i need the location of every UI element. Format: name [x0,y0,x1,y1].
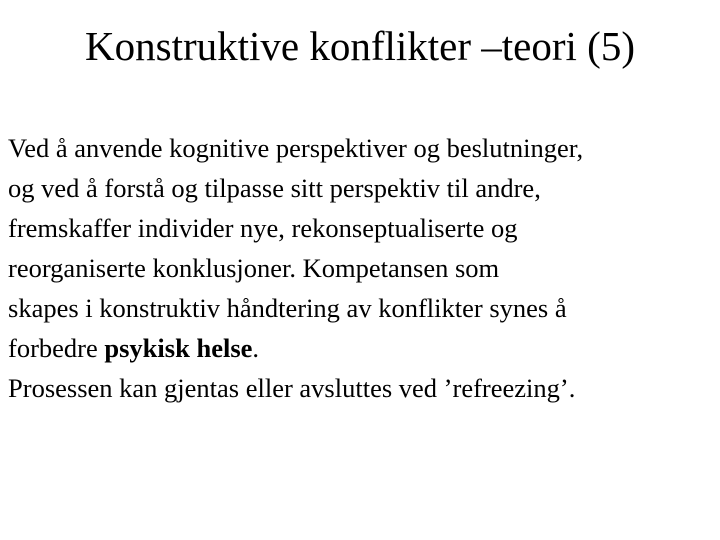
paragraph-1-line-6-end: . [252,333,260,363]
slide-body [8,128,720,408]
paragraph-1-line-3: fremskaffer individer nye, rekonseptualiserte og [8,213,518,243]
paragraph-2 [8,368,720,408]
paragraph-1-line-2: og ved å forstå og tilpasse sitt perspektiv til andre, [8,173,541,203]
paragraph-1-line-6 [8,328,720,368]
paragraph-1-line-6-start: forbedre [8,333,105,363]
paragraph-1-line-5: skapes i konstruktiv håndtering av konflikter synes å [8,293,567,323]
paragraph-1 [8,128,720,368]
paragraph-1-line-1: Ved å anvende kognitive perspektiver og beslutninger, [8,133,584,163]
paragraph-1-line-4: reorganiserte konklusjoner. Kompetansen som [8,253,500,283]
paragraph-2-line-1: Prosessen kan gjentas eller avsluttes ved ’refreezing’. [8,373,576,403]
emphasis-psykisk-helse: psykisk helse [104,333,253,363]
slide-title: Konstruktive konflikter –teori (5) [85,23,635,69]
